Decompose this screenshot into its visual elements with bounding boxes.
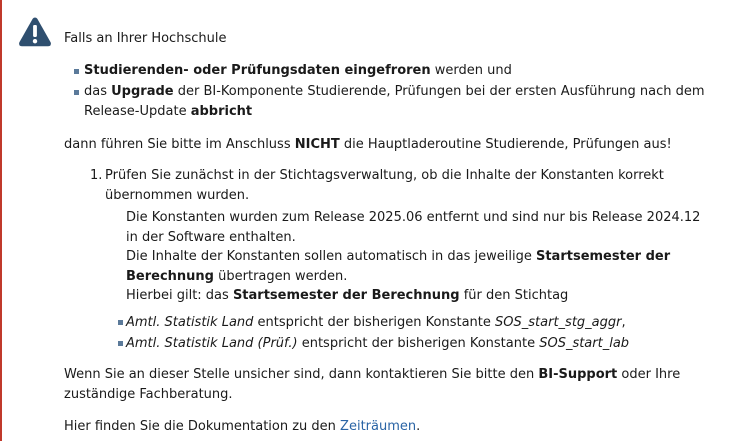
step-number: 1. xyxy=(90,168,103,183)
intro-text: Falls an Ihrer Hochschule xyxy=(64,31,227,46)
consequence-text: dann führen Sie bitte im Anschluss NICHT die Hauptladeroutine Studierende, Prüfungen aus! xyxy=(64,137,672,152)
zeitraeume-link[interactable]: Zeiträumen xyxy=(340,419,417,434)
detail-removed-constants: Die Konstanten wurden zum Release 2025.06 entfernt und sind nur bis Release 2024.12 in der Software enthalten. xyxy=(126,210,701,245)
list-item: Amtl. Statistik Land entspricht der bisherigen Konstante SOS_start_stg_aggr, xyxy=(118,312,718,333)
support-text: Wenn Sie an dieser Stelle unsicher sind, dann kontaktieren Sie bitte den BI-Support oder Ihre zuständige Fachberatung. xyxy=(64,367,681,402)
list-item: Amtl. Statistik Land (Prüf.) entspricht der bisherigen Konstante SOS_start_lab xyxy=(118,333,718,354)
mapping-list xyxy=(118,312,718,354)
docs-text: Hier finden Sie die Dokumentation zu den Zeiträumen. xyxy=(64,419,421,434)
step-1 xyxy=(90,166,722,205)
list-item: das Upgrade der BI-Komponente Studierende, Prüfungen bei der ersten Ausführung nach dem Release-Update abbricht xyxy=(74,82,724,122)
condition-list xyxy=(74,61,724,122)
list-item: Studierenden- oder Prüfungsdaten eingefroren werden und xyxy=(74,61,724,81)
step-text: Prüfen Sie zunächst in der Stichtagsverwaltung, ob die Inhalte der Konstanten korrekt übernommen wurden. xyxy=(105,168,664,203)
detail-transfer: Die Inhalte der Konstanten sollen automatisch in das jeweilige Startsemester der Berechnung übertragen werden. xyxy=(126,249,671,284)
detail-rule: Hierbei gilt: das Startsemester der Berechnung für den Stichtag xyxy=(126,288,569,303)
warning-triangle-icon xyxy=(18,16,52,47)
